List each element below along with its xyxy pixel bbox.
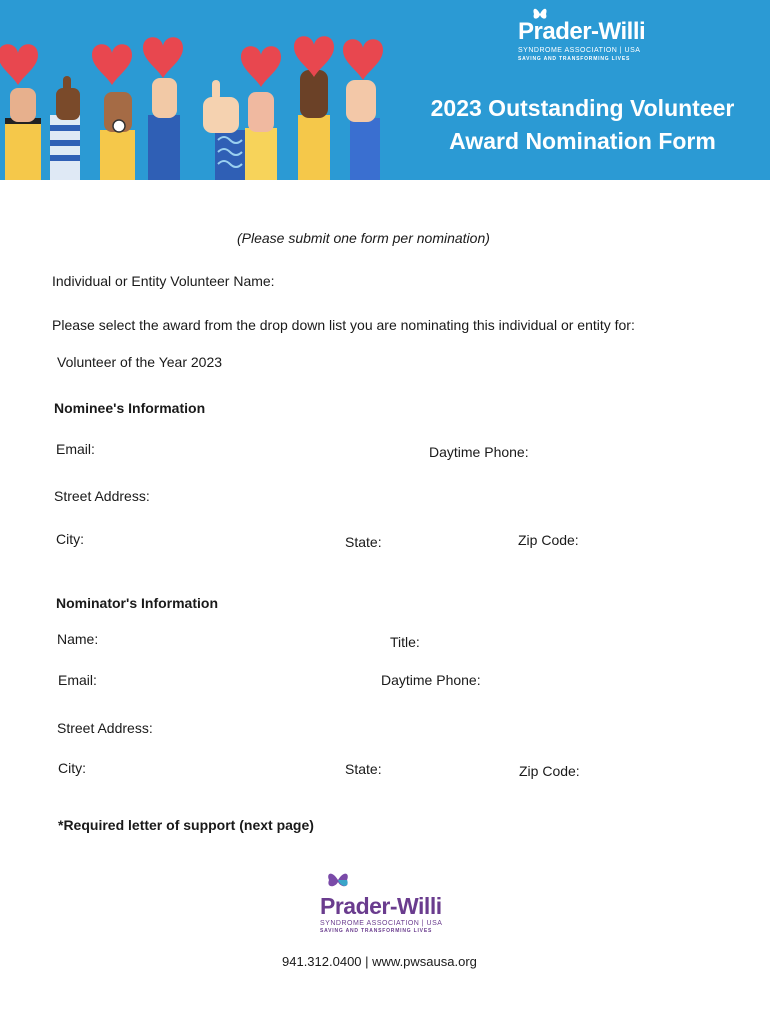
butterfly-icon	[532, 6, 548, 22]
nominator-state-label: State:	[345, 761, 382, 777]
hands-holding-hearts-illustration	[0, 0, 400, 180]
nominee-street-label: Street Address:	[54, 488, 150, 504]
pwsa-logo-footer	[320, 875, 442, 934]
nominee-phone-label: Daytime Phone:	[429, 444, 529, 460]
award-dropdown-value[interactable]: Volunteer of the Year 2023	[57, 354, 223, 370]
nominator-zip-label: Zip Code:	[519, 763, 580, 779]
form-title-line-1: 2023 Outstanding Volunteer	[430, 95, 735, 121]
nominee-email-label: Email:	[56, 441, 95, 457]
volunteer-name-label: Individual or Entity Volunteer Name:	[52, 273, 275, 289]
header-banner	[0, 0, 770, 180]
form-title-line-2: Award Nomination Form	[449, 128, 716, 154]
nominator-phone-label: Daytime Phone:	[381, 672, 481, 688]
footer-logo-brand: Prader-Willi	[320, 893, 442, 919]
required-letter-note: *Required letter of support (next page)	[58, 817, 314, 833]
footer-contact: 941.312.0400 | www.pwsausa.org	[282, 954, 477, 969]
nominee-city-label: City:	[56, 531, 84, 547]
footer-logo-subtitle: SYNDROME ASSOCIATION | USA	[320, 920, 443, 927]
submission-note: (Please submit one form per nomination)	[237, 230, 490, 246]
nominee-zip-label: Zip Code:	[518, 532, 579, 548]
nominator-name-label: Name:	[57, 631, 99, 647]
nominator-title-label: Title:	[390, 634, 420, 650]
nominator-city-label: City:	[58, 760, 86, 776]
award-prompt: Please select the award from the drop down list you are nominating this individual or entity for:	[52, 317, 635, 333]
nominator-street-label: Street Address:	[57, 720, 153, 736]
nominator-heading: Nominator's Information	[56, 595, 218, 611]
nominee-heading: Nominee's Information	[54, 400, 206, 416]
logo-tagline: SAVING AND TRANSFORMING LIVES	[518, 56, 631, 62]
nominator-email-label: Email:	[58, 672, 97, 688]
footer-logo-tagline: SAVING AND TRANSFORMING LIVES	[320, 928, 433, 934]
pwsa-logo-header	[518, 18, 645, 62]
logo-subtitle: SYNDROME ASSOCIATION | USA	[518, 47, 641, 54]
logo-brand: Prader-Willi	[518, 18, 646, 45]
nominee-state-label: State:	[345, 534, 382, 550]
butterfly-icon	[326, 870, 350, 890]
